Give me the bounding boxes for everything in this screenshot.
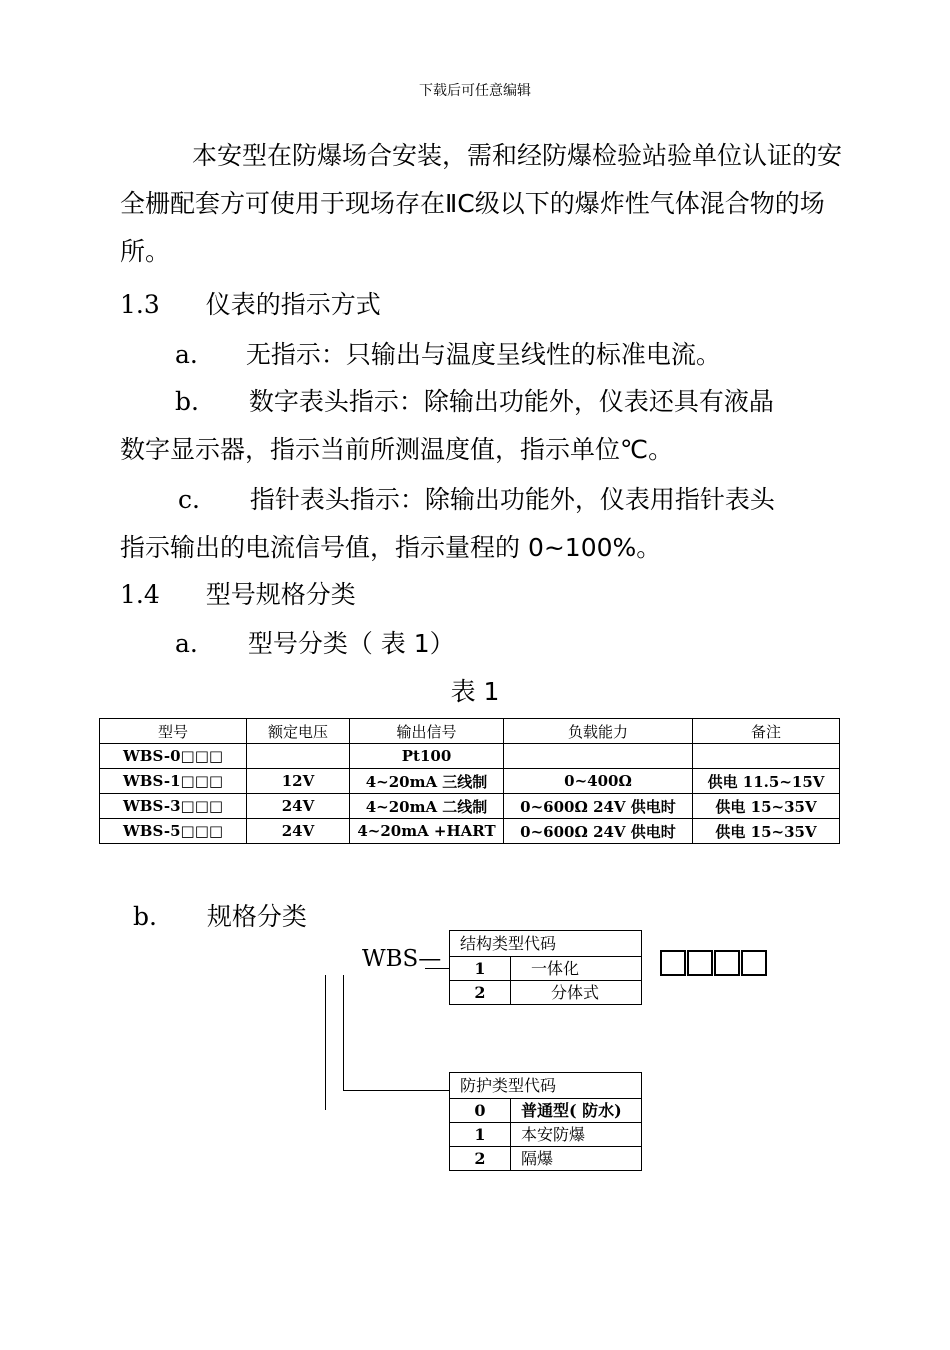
cell-output: Pt100 <box>350 744 504 769</box>
cell-note: 供电 11.5~15V <box>693 769 840 794</box>
cell-note <box>693 744 840 769</box>
code-placeholder-box <box>714 950 740 976</box>
item-c <box>178 480 775 516</box>
table-row <box>100 819 840 844</box>
item-text: 数字表头指示：除输出功能外，仪表还具有液晶 <box>248 387 774 416</box>
code: 1 <box>450 957 511 980</box>
structure-row <box>450 957 641 981</box>
col-header: 备注 <box>693 719 840 744</box>
col-header: 型号 <box>100 719 247 744</box>
cell-voltage: 12V <box>247 769 350 794</box>
code: 0 <box>450 1099 511 1122</box>
code-placeholder-box <box>687 950 713 976</box>
table-row <box>100 769 840 794</box>
page-header: 下载后可任意编辑 <box>419 83 531 99</box>
item-text: 无指示：只输出与温度呈线性的标准电流。 <box>245 340 721 369</box>
connector-line <box>343 1090 450 1091</box>
cell-model: WBS-3□□□ <box>100 794 247 819</box>
cell-load: 0~400Ω <box>504 769 693 794</box>
table-caption: 表 1 <box>450 677 500 706</box>
model-table <box>99 718 840 844</box>
cell-load: 0~600Ω 24V 供电时 <box>504 794 693 819</box>
col-header: 额定电压 <box>247 719 350 744</box>
code-placeholder-box <box>660 950 686 976</box>
structure-row <box>450 981 641 1004</box>
item-c-cont: 指示输出的电流信号值，指示量程的 0~100%。 <box>120 533 662 562</box>
cell-output: 4~20mA 二线制 <box>350 794 504 819</box>
section-number: 1.4 <box>120 580 160 609</box>
code: 2 <box>450 981 511 1004</box>
cell-voltage <box>247 744 350 769</box>
connector-line <box>425 968 450 969</box>
cell-voltage: 24V <box>247 819 350 844</box>
table-row <box>100 744 840 769</box>
item-label: b. <box>175 387 199 416</box>
table-header-row <box>100 719 840 744</box>
sub-a <box>175 624 455 660</box>
code-name: 分体式 <box>551 983 600 1002</box>
code-name: 隔爆 <box>521 1149 554 1168</box>
model-prefix: WBS— <box>362 946 442 972</box>
col-header: 输出信号 <box>350 719 504 744</box>
item-b-cont: 数字显示器，指示当前所测温度值，指示单位℃。 <box>120 435 674 464</box>
connector-line <box>325 975 326 1110</box>
cell-model: WBS-1□□□ <box>100 769 247 794</box>
connector-line <box>343 975 344 1090</box>
section-1-4 <box>120 575 356 611</box>
protection-row <box>450 1099 641 1123</box>
cell-model: WBS-5□□□ <box>100 819 247 844</box>
protection-code-box <box>449 1072 642 1171</box>
sub-b <box>133 897 307 933</box>
cell-note: 供电 15~35V <box>693 819 840 844</box>
structure-code-title: 结构类型代码 <box>450 931 641 957</box>
item-a <box>175 335 721 371</box>
table-row <box>100 794 840 819</box>
code-placeholder-box <box>741 950 767 976</box>
cell-output: 4~20mA +HART <box>350 819 504 844</box>
cell-voltage: 24V <box>247 794 350 819</box>
item-text: 型号分类（ 表 1） <box>247 629 455 658</box>
item-text: 指针表头指示：除输出功能外，仪表用指针表头 <box>249 485 775 514</box>
cell-output: 4~20mA 三线制 <box>350 769 504 794</box>
code-name: 本安防爆 <box>521 1125 586 1144</box>
code-name: 普通型( 防水) <box>521 1101 622 1120</box>
cell-model: WBS-0□□□ <box>100 744 247 769</box>
item-label: b. <box>133 902 157 931</box>
cell-load: 0~600Ω 24V 供电时 <box>504 819 693 844</box>
section-title: 型号规格分类 <box>205 580 356 609</box>
item-text: 规格分类 <box>206 902 307 931</box>
code: 2 <box>450 1147 511 1170</box>
code: 1 <box>450 1123 511 1146</box>
section-title: 仪表的指示方式 <box>205 290 381 319</box>
section-1-3 <box>120 285 381 321</box>
intro-paragraph: 本安型在防爆场合安装，需和经防爆检验站验单位认证的安全栅配套方可使用于现场存在ⅡC级以下的爆炸性气体混合物的场所。 <box>120 141 843 266</box>
item-label: a. <box>175 340 198 369</box>
cell-load <box>504 744 693 769</box>
section-number: 1.3 <box>120 290 160 319</box>
item-label: a. <box>175 629 198 658</box>
structure-code-box <box>449 930 642 1005</box>
item-b <box>175 382 774 418</box>
protection-row <box>450 1147 641 1170</box>
cell-note: 供电 15~35V <box>693 794 840 819</box>
protection-code-title: 防护类型代码 <box>450 1073 641 1099</box>
item-label: c. <box>178 485 200 514</box>
col-header: 负载能力 <box>504 719 693 744</box>
protection-row <box>450 1123 641 1147</box>
code-name: 一体化 <box>531 959 580 978</box>
